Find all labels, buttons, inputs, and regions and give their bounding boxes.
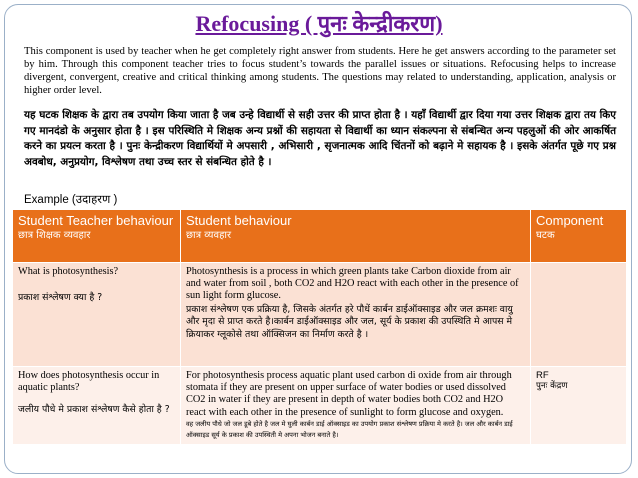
component-cell xyxy=(531,263,627,367)
header-label-hindi: छात्र व्यवहार xyxy=(186,230,232,241)
page-title: Refocusing ( पुनः केन्द्रीकरण) xyxy=(195,11,443,36)
student-answer-cell xyxy=(181,263,531,367)
table-row xyxy=(13,367,627,445)
teacher-question-cell xyxy=(13,263,181,367)
header-label: Student behaviour xyxy=(186,213,292,228)
example-label: Example (उदाहरण ) xyxy=(24,194,118,206)
student-answer-hindi: प्रकाश संश्लेषण एक प्रक्रिया है, जिसके अंतर्गत हरे पौधें कार्बन डाईऑक्साइड और जल क्रमशः वायु और मृदा से प्राप्त करते है।कार्बन डाईऑक्साइड और जल, सूर्य के प्रकाश की उपस्थिति मे आपस मे क्रियाकर ग्लूकोसे तथा ऑक्सिजन का निर्माण करते है । xyxy=(186,303,513,340)
header-label-hindi: छात्र शिक्षक व्यवहार xyxy=(18,230,91,241)
student-answer-english: For photosynthesis process aquatic plant used carbon di oxide from air through stomata if they are present on upper surface of water bodies or used dissolved CO2 in water if they are present in depth of water bodies both CO2 and H2O react with each other in the presence of sunlight to form glucose and oxygen. xyxy=(186,370,512,418)
component-hindi: पुनः केंद्रण xyxy=(536,381,568,391)
table-row xyxy=(13,263,627,367)
intro-hindi-paragraph: यह घटक शिक्षक के द्वारा तब उपयोग किया जाता है जब उन्हे विद्यार्थी से सही उत्तर की प्राप्त होता है । यहाँ विद्यार्थी द्वार दिया गया उत्तर शिक्षक द्वारा तय किए गए मानदंडो के अनुसार होता है । इस परिस्थिति मे शिक्षक अन्य प्रश्नों की सहायता से विद्यार्थी का ध्यान संकल्पना से संबन्धित अन्य पहलुओं की ओर आकर्षित करने का प्रयत्न करता है । पुनः केन्द्रीकरण विद्यार्थियों मे अपसारी , अभिसारी , सृजनात्मक आदि चिंतनों को बढ़ाने मे सहायक है । इसके अंतर्गत पूछे गए प्रश्न अवबोध, अनुप्रयोग, विश्लेषण तथा उच्च स्तर से संबन्धित होते है । xyxy=(24,109,616,168)
teacher-question-hindi: प्रकाश संश्लेषण क्या है ? xyxy=(18,292,103,304)
header-label-hindi: घटक xyxy=(536,230,555,241)
intro-english-paragraph: This component is used by teacher when he get completely right answer from students. Here he get answers according to the parameter set by him. Through this component teacher tries to focus student’s towards the parallel issues or situations. Refocusing helps to increase divergent, convergent, creative and critical thinking among students. The questions may related to understanding, application, analysis or higher order level. xyxy=(24,46,616,96)
header-student-teacher-behaviour xyxy=(13,210,181,263)
student-answer-cell xyxy=(181,367,531,445)
component-cell xyxy=(531,367,627,445)
student-answer-hindi: वह जलीय पौधे जो जल डूबे होते है जल मे घुली कार्बन डाई ऑक्साइड का उपयोग प्रकाश संश्लेषण प्रक्रिया मे करते है। जल और कार्बन डाई ऑक्साइड सूर्य के प्रकाश की उपस्थिती मे अपना भोजन बनाते है। xyxy=(186,419,513,439)
student-answer-english: Photosynthesis is a process in which green plants take Carbon dioxide from air and water from soil , both CO2 and H2O react with each other in the presence of sun light form glucose. xyxy=(186,266,519,302)
component-code: RF xyxy=(536,370,549,381)
teacher-question-english: What is photosynthesis? xyxy=(18,266,119,277)
table-header-row xyxy=(13,210,627,263)
header-component xyxy=(531,210,627,263)
example-table xyxy=(12,209,627,445)
header-label: Component xyxy=(536,213,604,228)
teacher-question-english: How does photosynthesis occur in aquatic plants? xyxy=(18,370,160,394)
header-student-behaviour xyxy=(181,210,531,263)
teacher-question-cell xyxy=(13,367,181,445)
teacher-question-hindi: जलीय पौधे मे प्रकाश संश्लेषण कैसे होता है ? xyxy=(18,404,170,416)
header-label: Student Teacher behaviour xyxy=(18,213,174,228)
